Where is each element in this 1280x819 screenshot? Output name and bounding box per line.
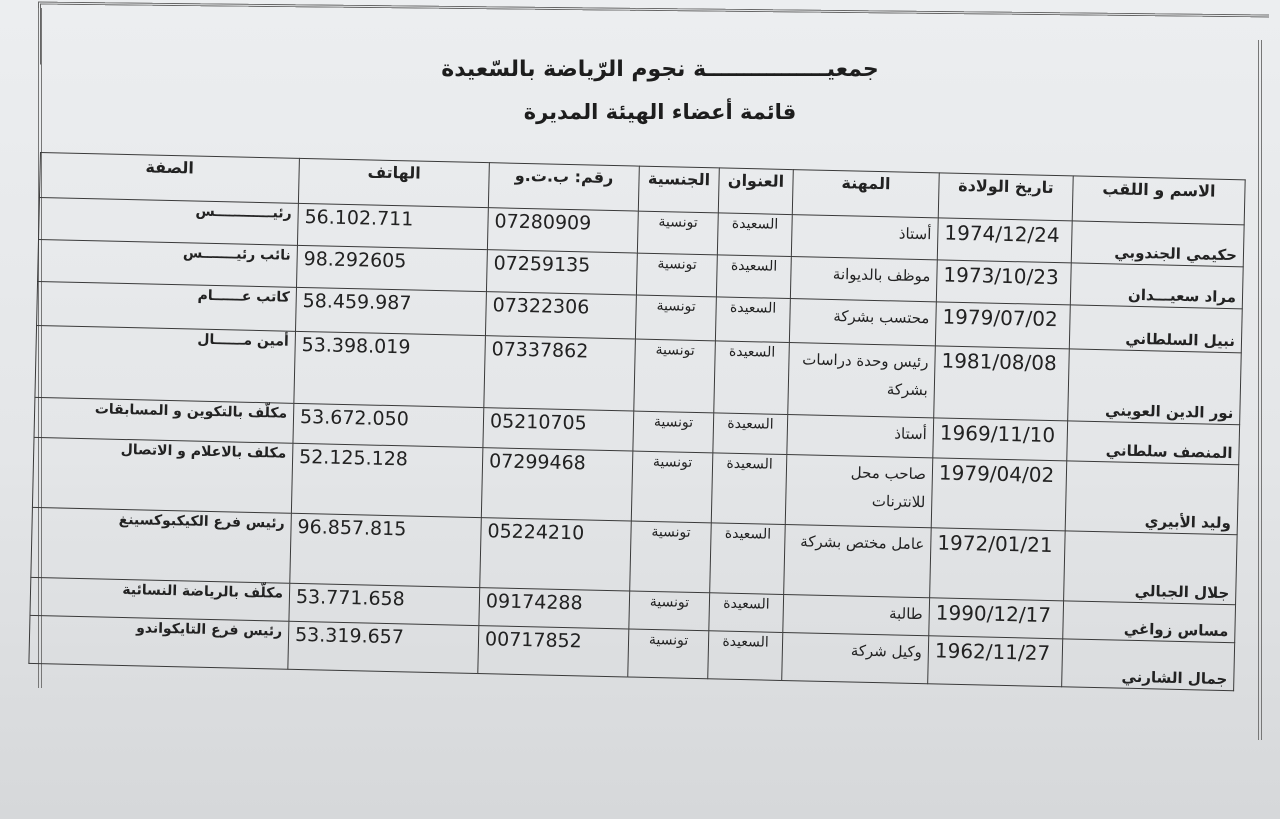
id-number: 05224210	[480, 518, 632, 591]
column-header-nationality: الجنسية	[638, 166, 719, 213]
birth-date: 1962/11/27	[928, 636, 1063, 687]
profession: موظف بالديوانة	[790, 257, 937, 302]
profession: أستاذ	[787, 415, 934, 458]
board-members-table-wrapper	[28, 152, 1244, 691]
board-role: رئيس فرع الكيكبوكسينغ	[31, 507, 292, 583]
birth-date: 1974/12/24	[937, 218, 1072, 263]
column-header-profession: المهنة	[792, 170, 939, 218]
phone-number: 53.319.657	[288, 621, 479, 673]
birth-date: 1973/10/23	[936, 260, 1071, 305]
member-name: نور الدين العويني	[1068, 349, 1242, 425]
phone-number: 53.771.658	[289, 583, 480, 625]
profession: رئيس وحدة دراسات بشركة	[788, 343, 936, 418]
board-role: مكلّف بالرياضة النسائية	[30, 577, 290, 621]
column-header-role: الصفة	[39, 153, 299, 204]
birth-date: 1979/04/02	[931, 458, 1067, 531]
profession: أستاذ	[791, 215, 938, 260]
nationality: تونسية	[629, 591, 710, 631]
document-header	[380, 50, 940, 130]
id-number: 07259135	[486, 250, 637, 295]
birth-date: 1990/12/17	[929, 598, 1064, 639]
column-header-phone: الهاتف	[298, 158, 489, 207]
board-role: رئيــــــــــــس	[39, 197, 299, 245]
nationality: تونسية	[637, 211, 718, 255]
phone-number: 56.102.711	[297, 203, 488, 249]
id-number: 07322306	[485, 292, 636, 339]
profession: محتسب بشركة	[789, 299, 936, 346]
board-members-table	[28, 152, 1245, 691]
nationality: تونسية	[636, 253, 717, 297]
member-name: جمال الشارني	[1062, 639, 1235, 691]
column-header-name: الاسم و اللقب	[1072, 176, 1245, 225]
profession: عامل مختص بشركة	[784, 525, 932, 598]
column-header-birth-date: تاريخ الولادة	[938, 173, 1073, 221]
birth-date: 1981/08/08	[934, 346, 1070, 421]
phone-number: 58.459.987	[295, 287, 486, 335]
board-role: مكلّف بالتكوين و المسابقات	[34, 397, 294, 443]
profession: وكيل شركة	[782, 632, 929, 683]
phone-number: 53.672.050	[293, 403, 484, 447]
board-role: نائب رئيـــــــس	[38, 239, 298, 287]
nationality: تونسية	[635, 295, 716, 341]
member-name: مراد سعيـــدان	[1070, 263, 1243, 309]
member-name: نبيل السلطاني	[1069, 305, 1242, 353]
association-name: جمعيــــــــــــــــة نجوم الرّياضة بالسّعيدة	[441, 57, 879, 82]
member-name: المنصف سلطاني	[1067, 421, 1240, 465]
board-role: رئيس فرع التايكواندو	[29, 615, 289, 669]
id-number: 00717852	[478, 626, 629, 677]
birth-date: 1972/01/21	[930, 528, 1066, 601]
address: السعيدة	[716, 255, 791, 299]
id-number: 07337862	[484, 336, 636, 411]
member-name: مساس زواغي	[1063, 601, 1236, 643]
profession: طالبة	[783, 594, 930, 635]
id-number: 07299468	[481, 448, 633, 521]
nationality: تونسية	[628, 629, 709, 679]
address: السعيدة	[713, 413, 788, 455]
id-number: 09174288	[479, 588, 630, 629]
birth-date: 1979/07/02	[935, 302, 1070, 349]
board-role: كاتب عــــــام	[37, 281, 297, 331]
column-header-address: العنوان	[718, 168, 793, 215]
address: السعيدة	[717, 213, 792, 257]
address: السعيدة	[708, 631, 783, 681]
address: السعيدة	[710, 523, 786, 595]
decorative-border-right	[1258, 40, 1262, 740]
phone-number: 98.292605	[296, 245, 487, 291]
profession: صاحب محل للانترنات	[785, 455, 933, 528]
nationality: تونسية	[631, 451, 713, 523]
address: السعيدة	[715, 297, 790, 343]
phone-number: 96.857.815	[290, 513, 482, 587]
nationality: تونسية	[633, 411, 714, 453]
address: السعيدة	[714, 341, 790, 415]
nationality: تونسية	[630, 521, 712, 593]
list-title: قائمة أعضاء الهيئة المديرة	[523, 100, 797, 124]
member-name: جلال الجبالي	[1064, 531, 1238, 605]
column-header-id-number: رقم: ب.ت.و	[488, 163, 639, 211]
board-role: مكلف بالاعلام و الاتصال	[32, 437, 293, 513]
member-name: حكيمي الجندوبي	[1071, 221, 1244, 267]
phone-number: 52.125.128	[291, 443, 483, 517]
board-role: أمين مــــــال	[35, 325, 296, 403]
id-number: 05210705	[483, 408, 634, 451]
birth-date: 1969/11/10	[933, 418, 1068, 461]
member-name: وليد الأبيري	[1065, 461, 1239, 535]
address: السعيدة	[711, 453, 787, 525]
nationality: تونسية	[634, 339, 716, 413]
id-number: 07280909	[487, 208, 638, 253]
phone-number: 53.398.019	[294, 331, 486, 407]
address: السعيدة	[709, 593, 784, 633]
